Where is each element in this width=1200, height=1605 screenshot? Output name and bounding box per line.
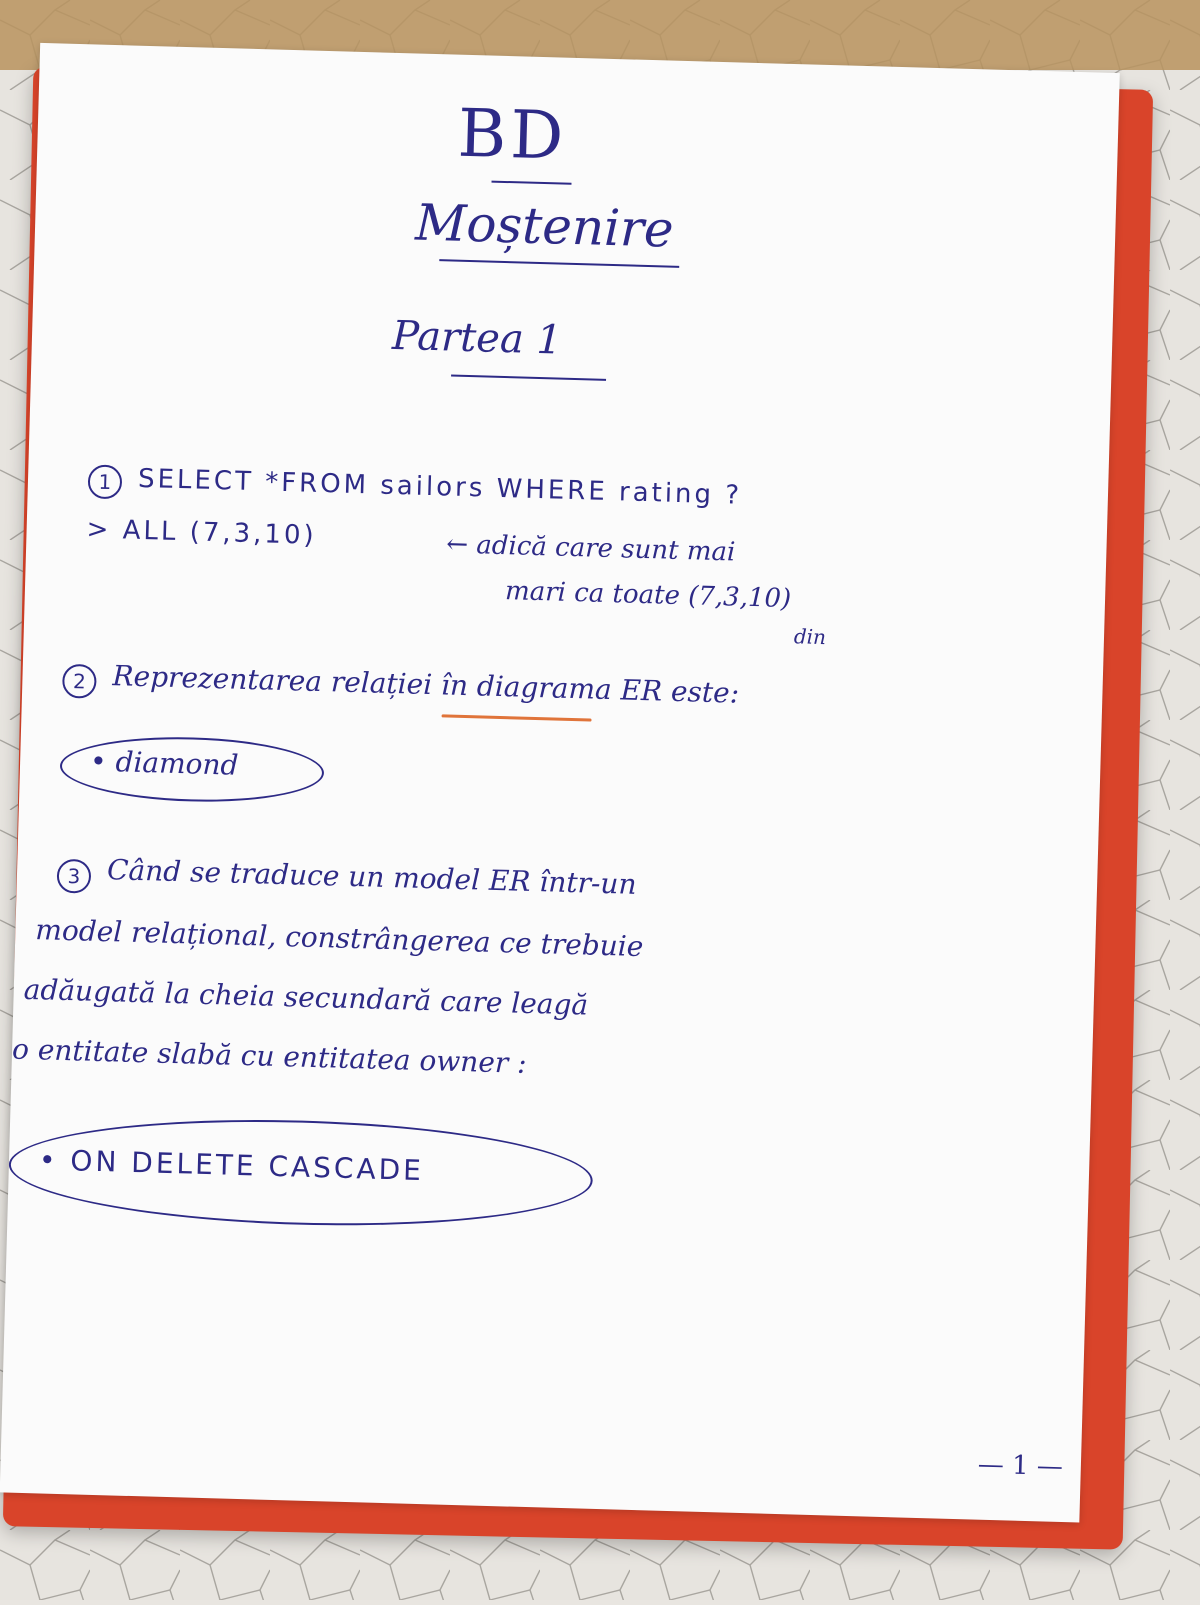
question-1-note1: ← adică care sunt mai bbox=[445, 529, 736, 568]
question-2-line1: Reprezentarea relației în diagrama ER este: bbox=[112, 659, 740, 710]
part-title: Partea 1 bbox=[391, 312, 563, 364]
question-1-number: 1 bbox=[88, 464, 123, 499]
question-3-line2: model relațional, constrângerea ce trebuie bbox=[34, 913, 644, 964]
question-3-answer: • ON DELETE CASCADE bbox=[38, 1143, 425, 1188]
relation-highlight-underline bbox=[442, 714, 592, 721]
part-underline bbox=[451, 375, 606, 381]
question-1-line2: > ALL (7,3,10) bbox=[86, 514, 318, 551]
handwritten-notes-page bbox=[0, 43, 1120, 1523]
question-1-line1: SELECT *FROM sailors WHERE rating ? bbox=[137, 463, 743, 511]
topic-underline bbox=[439, 259, 679, 268]
question-1-note3: din bbox=[793, 624, 827, 650]
question-1-note2: mari ca toate (7,3,10) bbox=[504, 576, 792, 615]
subject-title: BD bbox=[456, 94, 569, 175]
question-3-line1: Când se traduce un model ER într-un bbox=[106, 853, 637, 901]
subject-underline bbox=[491, 181, 571, 185]
page-number: — 1 — bbox=[977, 1449, 1064, 1483]
question-2-answer: • diamond bbox=[89, 744, 239, 782]
question-3-line4: o entitate slabă cu entitatea owner : bbox=[11, 1032, 528, 1080]
question-3-number: 3 bbox=[56, 859, 91, 894]
topic-title: Moștenire bbox=[414, 193, 675, 259]
question-2-number: 2 bbox=[62, 664, 97, 699]
question-3-line3: adăugată la cheia secundară care leagă bbox=[23, 972, 589, 1022]
